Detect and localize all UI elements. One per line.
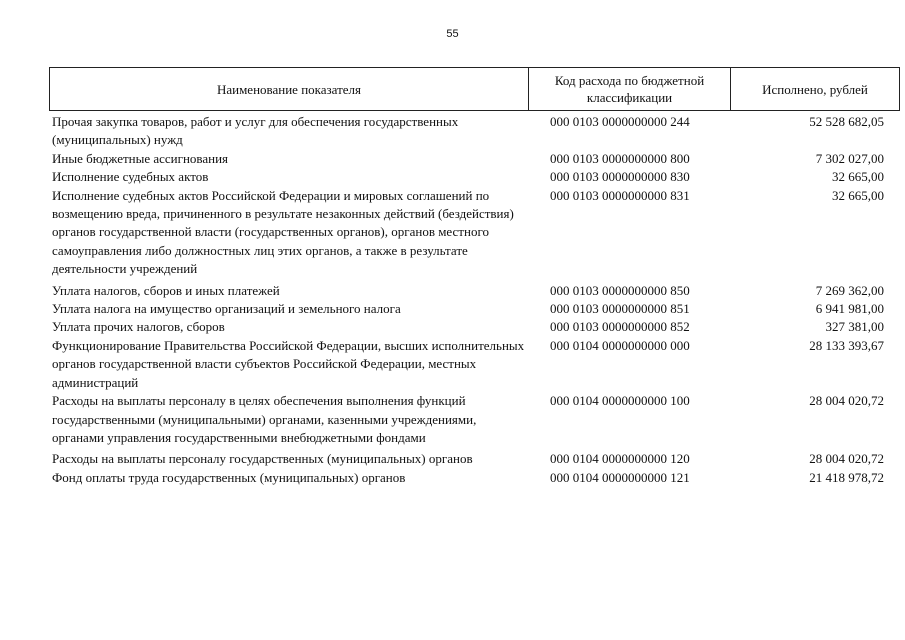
table-row [49, 282, 900, 300]
row-name: Исполнение судебных актов [52, 169, 209, 185]
table-header [49, 67, 900, 111]
row-code: 000 0104 0000000000 100 [550, 393, 690, 409]
row-name: Исполнение судебных актов Российской Федерации и мировых соглашений по возмещению вреда, причиненного в результате незаконных действий (бездействия) органов государственной власти (государственных органов), органов местного самоуправления либо должностных лиц этих органов, а также в результате деятельности учреждений [52, 187, 514, 277]
row-amount: 28 004 020,72 [809, 451, 884, 467]
row-code: 000 0103 0000000000 851 [550, 301, 690, 317]
table-row [49, 187, 900, 279]
row-code: 000 0103 0000000000 800 [550, 150, 690, 166]
table-row [49, 392, 900, 447]
table-row [49, 113, 900, 150]
row-amount: 28 004 020,72 [809, 393, 884, 409]
row-name: Фонд оплаты труда государственных (муниципальных) органов [52, 469, 406, 485]
row-code: 000 0103 0000000000 830 [550, 169, 690, 185]
row-name: Уплата прочих налогов, сборов [52, 319, 225, 335]
row-amount: 32 665,00 [832, 169, 884, 185]
table-row [49, 168, 900, 186]
row-amount: 21 418 978,72 [809, 469, 884, 485]
row-amount: 52 528 682,05 [809, 114, 884, 129]
table-row [49, 318, 900, 336]
table-row [49, 150, 900, 168]
row-code: 000 0104 0000000000 000 [550, 337, 690, 353]
table-body [49, 113, 900, 487]
table-row [49, 450, 900, 468]
row-code: 000 0104 0000000000 121 [550, 469, 690, 485]
row-amount: 6 941 981,00 [815, 301, 884, 317]
row-code: 000 0103 0000000000 244 [550, 114, 690, 129]
row-amount: 327 381,00 [825, 319, 884, 335]
row-name: Уплата налога на имущество организаций и земельного налога [52, 301, 401, 317]
row-amount: 7 269 362,00 [815, 282, 884, 298]
page-number: 55 [446, 28, 459, 40]
row-code: 000 0104 0000000000 120 [550, 451, 690, 467]
header-amount: Исполнено, рублей [762, 81, 868, 97]
row-name: Функционирование Правительства Российской Федерации, высших исполнительных органов государственной власти субъектов Российской Федерации, местных администраций [52, 337, 525, 390]
table-row [49, 337, 900, 392]
row-amount: 32 665,00 [832, 187, 884, 203]
row-code: 000 0103 0000000000 850 [550, 282, 690, 298]
row-name: Прочая закупка товаров, работ и услуг для обеспечения государственных (муниципальных) нужд [52, 114, 459, 148]
table-row [49, 300, 900, 318]
header-name: Наименование показателя [50, 68, 529, 110]
row-name: Иные бюджетные ассигнования [52, 150, 229, 166]
row-name: Расходы на выплаты персоналу государственных (муниципальных) органов [52, 451, 473, 467]
expenditure-table [49, 67, 900, 487]
header-code: Код расхода по бюджетной классификации [529, 68, 731, 110]
row-amount: 7 302 027,00 [815, 150, 884, 166]
row-code: 000 0103 0000000000 852 [550, 319, 690, 335]
row-amount: 28 133 393,67 [809, 337, 884, 353]
table-row [49, 469, 900, 487]
row-name: Уплата налогов, сборов и иных платежей [52, 282, 280, 298]
row-code: 000 0103 0000000000 831 [550, 187, 690, 203]
row-name: Расходы на выплаты персоналу в целях обеспечения выполнения функций государственными (муниципальными) органами, казенными учреждениями, органами управления государственными внебюджетными фондами [52, 393, 477, 445]
